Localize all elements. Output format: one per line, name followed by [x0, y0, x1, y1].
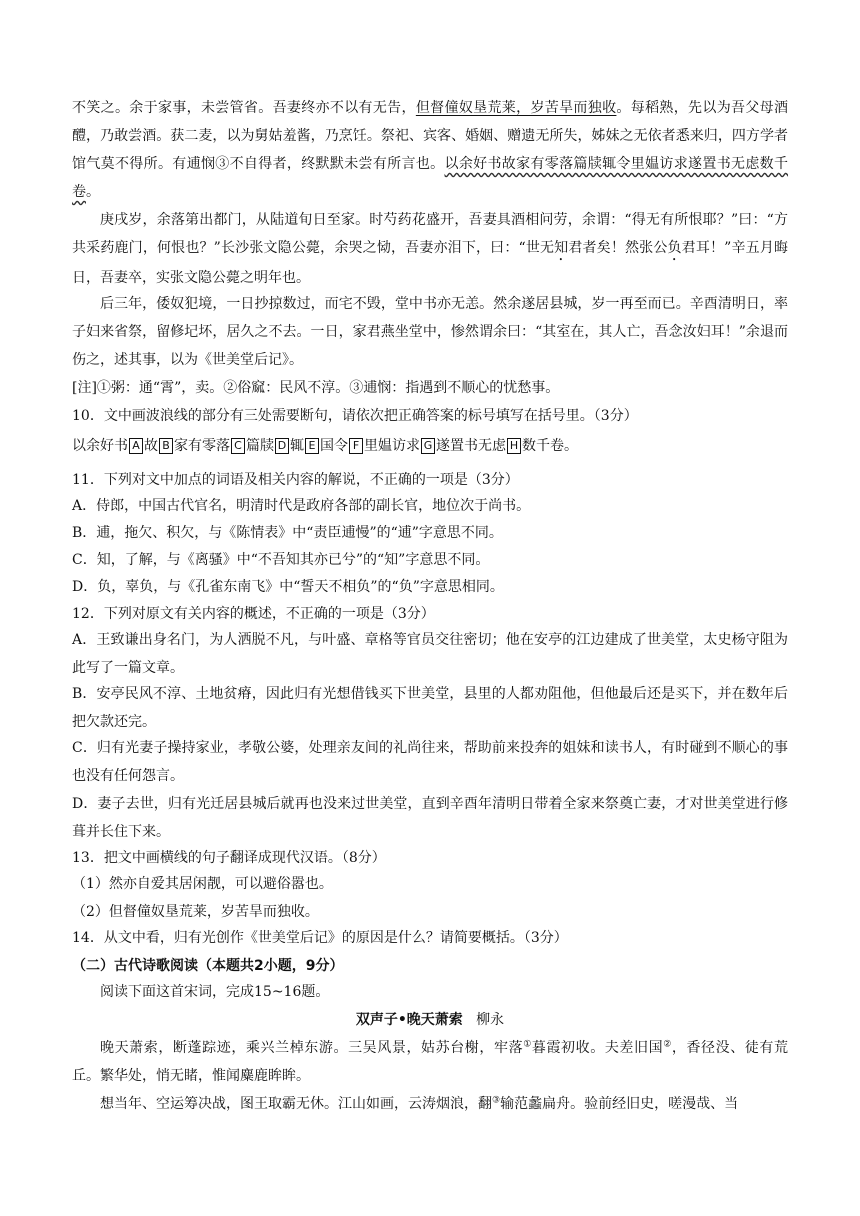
- dotted-word-fu: 负: [667, 240, 682, 256]
- question-11-option-d: D．负，辜负，与《孔雀东南飞》中“誓天不相负”的“负”字意思相同。: [72, 579, 504, 595]
- question-12-option-a: A．王致谦出身名门，为人洒脱不凡，与叶盛、章格等官员交往密切；他在安亭的江边建成了世美堂，太史杨守阻为此写了一篇文章。: [72, 632, 788, 676]
- poem-author: 柳永: [476, 1012, 505, 1028]
- question-10-stem: 10．文中画波浪线的部分有三处需要断句，请依次把正确答案的标号填写在括号里。（3分）: [72, 408, 638, 424]
- question-11-option-a: A．侍郎，中国古代官名，明清时代是政府各部的副长官，地位次于尚书。: [72, 498, 531, 514]
- passage-notes: [注]①粥：通“霄”，卖。②俗窳：民风不淳。③逋悯：指遇到不顺心的忧愁事。: [72, 380, 560, 396]
- question-11-option-c: C．知，了解，与《离骚》中“不吾知其亦已兮”的“知”字意思不同。: [72, 552, 490, 568]
- poem-stanza-1: 晚天萧索，断蓬踪迹，乘兴兰棹东游。三吴风景，姑苏台榭，牢落①暮霞初收。夫差旧国②，香径没、徒有荒丘。繁华处，悄无睹，惟闻麋鹿眸眸。: [72, 1039, 789, 1084]
- question-12-stem: 12．下列对原文有关内容的概述，不正确的一项是（3分）: [72, 606, 435, 622]
- passage-paragraph-1: 不笑之。余于家事，未尝管省。吾妻终亦不以有无告，但督僮奴垦荒莱，岁苦旱而独收。每稻熟，先以为吾父母酒醴，乃敢尝酒。获二麦，以为舅姑羞酱，乃烹饪。祭祀、宾客、婚姻、赠遗无所失，姊妹之无依者悉来归，四方学者馆气莫不得所。有逋悯③不自得者，终默默未尝有所言也。以余好书故家有零落篇牍辄令里媪访求遂置书无虑数千卷。: [72, 100, 789, 200]
- question-12-option-b: B．安亭民风不淳、土地贫瘠，因此归有光想借钱买下世美堂，县里的人都劝阻他，但他最后还是买下，并在数年后把欠款还完。: [72, 686, 788, 730]
- passage-paragraph-2: 庚戌岁，余落第出都门，从陆道旬日至家。时芍药花盛开，吾妻具酒相问劳，余谓：“得无有所恨耶？”曰：“方共采药鹿门，何恨也？”长沙张文隐公薨，余哭之恸，吾妻亦泪下，曰：“世无知君者矣！然张公负君耳！”辛五月晦日，吾妻卒，实张文隐公薨之明年也。: [72, 212, 788, 286]
- answer-box-f[interactable]: F: [349, 438, 363, 454]
- footnote-mark-1: ①: [523, 1039, 532, 1050]
- section-2-heading: （二）古代诗歌阅读（本题共2小题，9分）: [72, 958, 344, 974]
- question-13-item-1: （1）然亦自爱其居闲靓，可以避俗嚣也。: [72, 876, 333, 892]
- answer-box-d[interactable]: D: [275, 438, 289, 454]
- question-12-option-d: D．妻子去世，归有光迁居县城后就再也没来过世美堂，直到辛酉年清明日带着全家来祭奠亡妻，才对世美堂进行修葺并长住下来。: [72, 796, 788, 840]
- answer-box-h[interactable]: H: [507, 438, 521, 454]
- question-11-stem: 11．下列对文中加点的词语及相关内容的解说，不正确的一项是（3分）: [72, 472, 519, 488]
- section-2-intro: 阅读下面这首宋词，完成15~16题。: [100, 984, 330, 1000]
- poem-title: 双声子•晚天萧索: [355, 1012, 463, 1028]
- wavy-underlined-sentence: 以余好书故家有零落篇牍辄令里媪访求遂置书无虑数千卷: [72, 156, 789, 200]
- question-13-stem: 13．把文中画横线的句子翻译成现代汉语。（8分）: [72, 850, 386, 866]
- answer-box-a[interactable]: A: [129, 438, 143, 454]
- underlined-sentence: 但督僮奴垦荒莱，岁苦旱而独收: [415, 100, 617, 116]
- question-14-stem: 14．从文中看，归有光创作《世美堂后记》的原因是什么？请简要概括。（3分）: [72, 930, 568, 946]
- question-11-option-b: B．逋，拖欠、积欠，与《陈情表》中“责臣逋慢”的“逋”字意思不同。: [72, 525, 503, 541]
- answer-box-g[interactable]: G: [421, 438, 435, 454]
- poem-stanza-2: 想当年、空运筹决战，图王取霸无休。江山如画，云涛烟浪，翻③输范蠡扁舟。验前经旧史，嗟漫哉、当: [100, 1095, 739, 1112]
- answer-box-c[interactable]: C: [231, 438, 245, 454]
- dotted-word-zhi: 知: [554, 240, 569, 256]
- question-10-segmented-sentence: 以余好书 A 故 B 家有零落 C 篇牍 D 辄 E 国令 F 里媪访求 G 遂置书无虑 H 数千卷。: [72, 438, 578, 454]
- footnote-mark-3: ③: [492, 1095, 501, 1106]
- question-12-option-c: C．归有光妻子操持家业，孝敬公婆，处理亲友间的礼尚往来，帮助前来投奔的姐妹和读书人，有时碰到不顺心的事也没有任何怨言。: [72, 740, 788, 784]
- poem-title-line: [72, 1006, 788, 1034]
- answer-box-e[interactable]: E: [305, 438, 319, 454]
- passage-paragraph-3: 后三年，倭奴犯境，一日抄掠数过，而宅不毁，堂中书亦无恙。然余遂居县城，岁一再至而已。辛酉清明日，率子妇来省祭，留修圮坏，居久之不去。一日，家君燕坐堂中，惨然谓余曰：“其室在，其人亡，吾念汝妇耳！”余退而伤之，述其事，以为《世美堂后记》。: [72, 296, 788, 368]
- question-13-item-2: （2）但督僮奴垦荒莱，岁苦旱而独收。: [72, 904, 319, 920]
- answer-box-b[interactable]: B: [159, 438, 173, 454]
- footnote-mark-2: ②: [663, 1039, 672, 1050]
